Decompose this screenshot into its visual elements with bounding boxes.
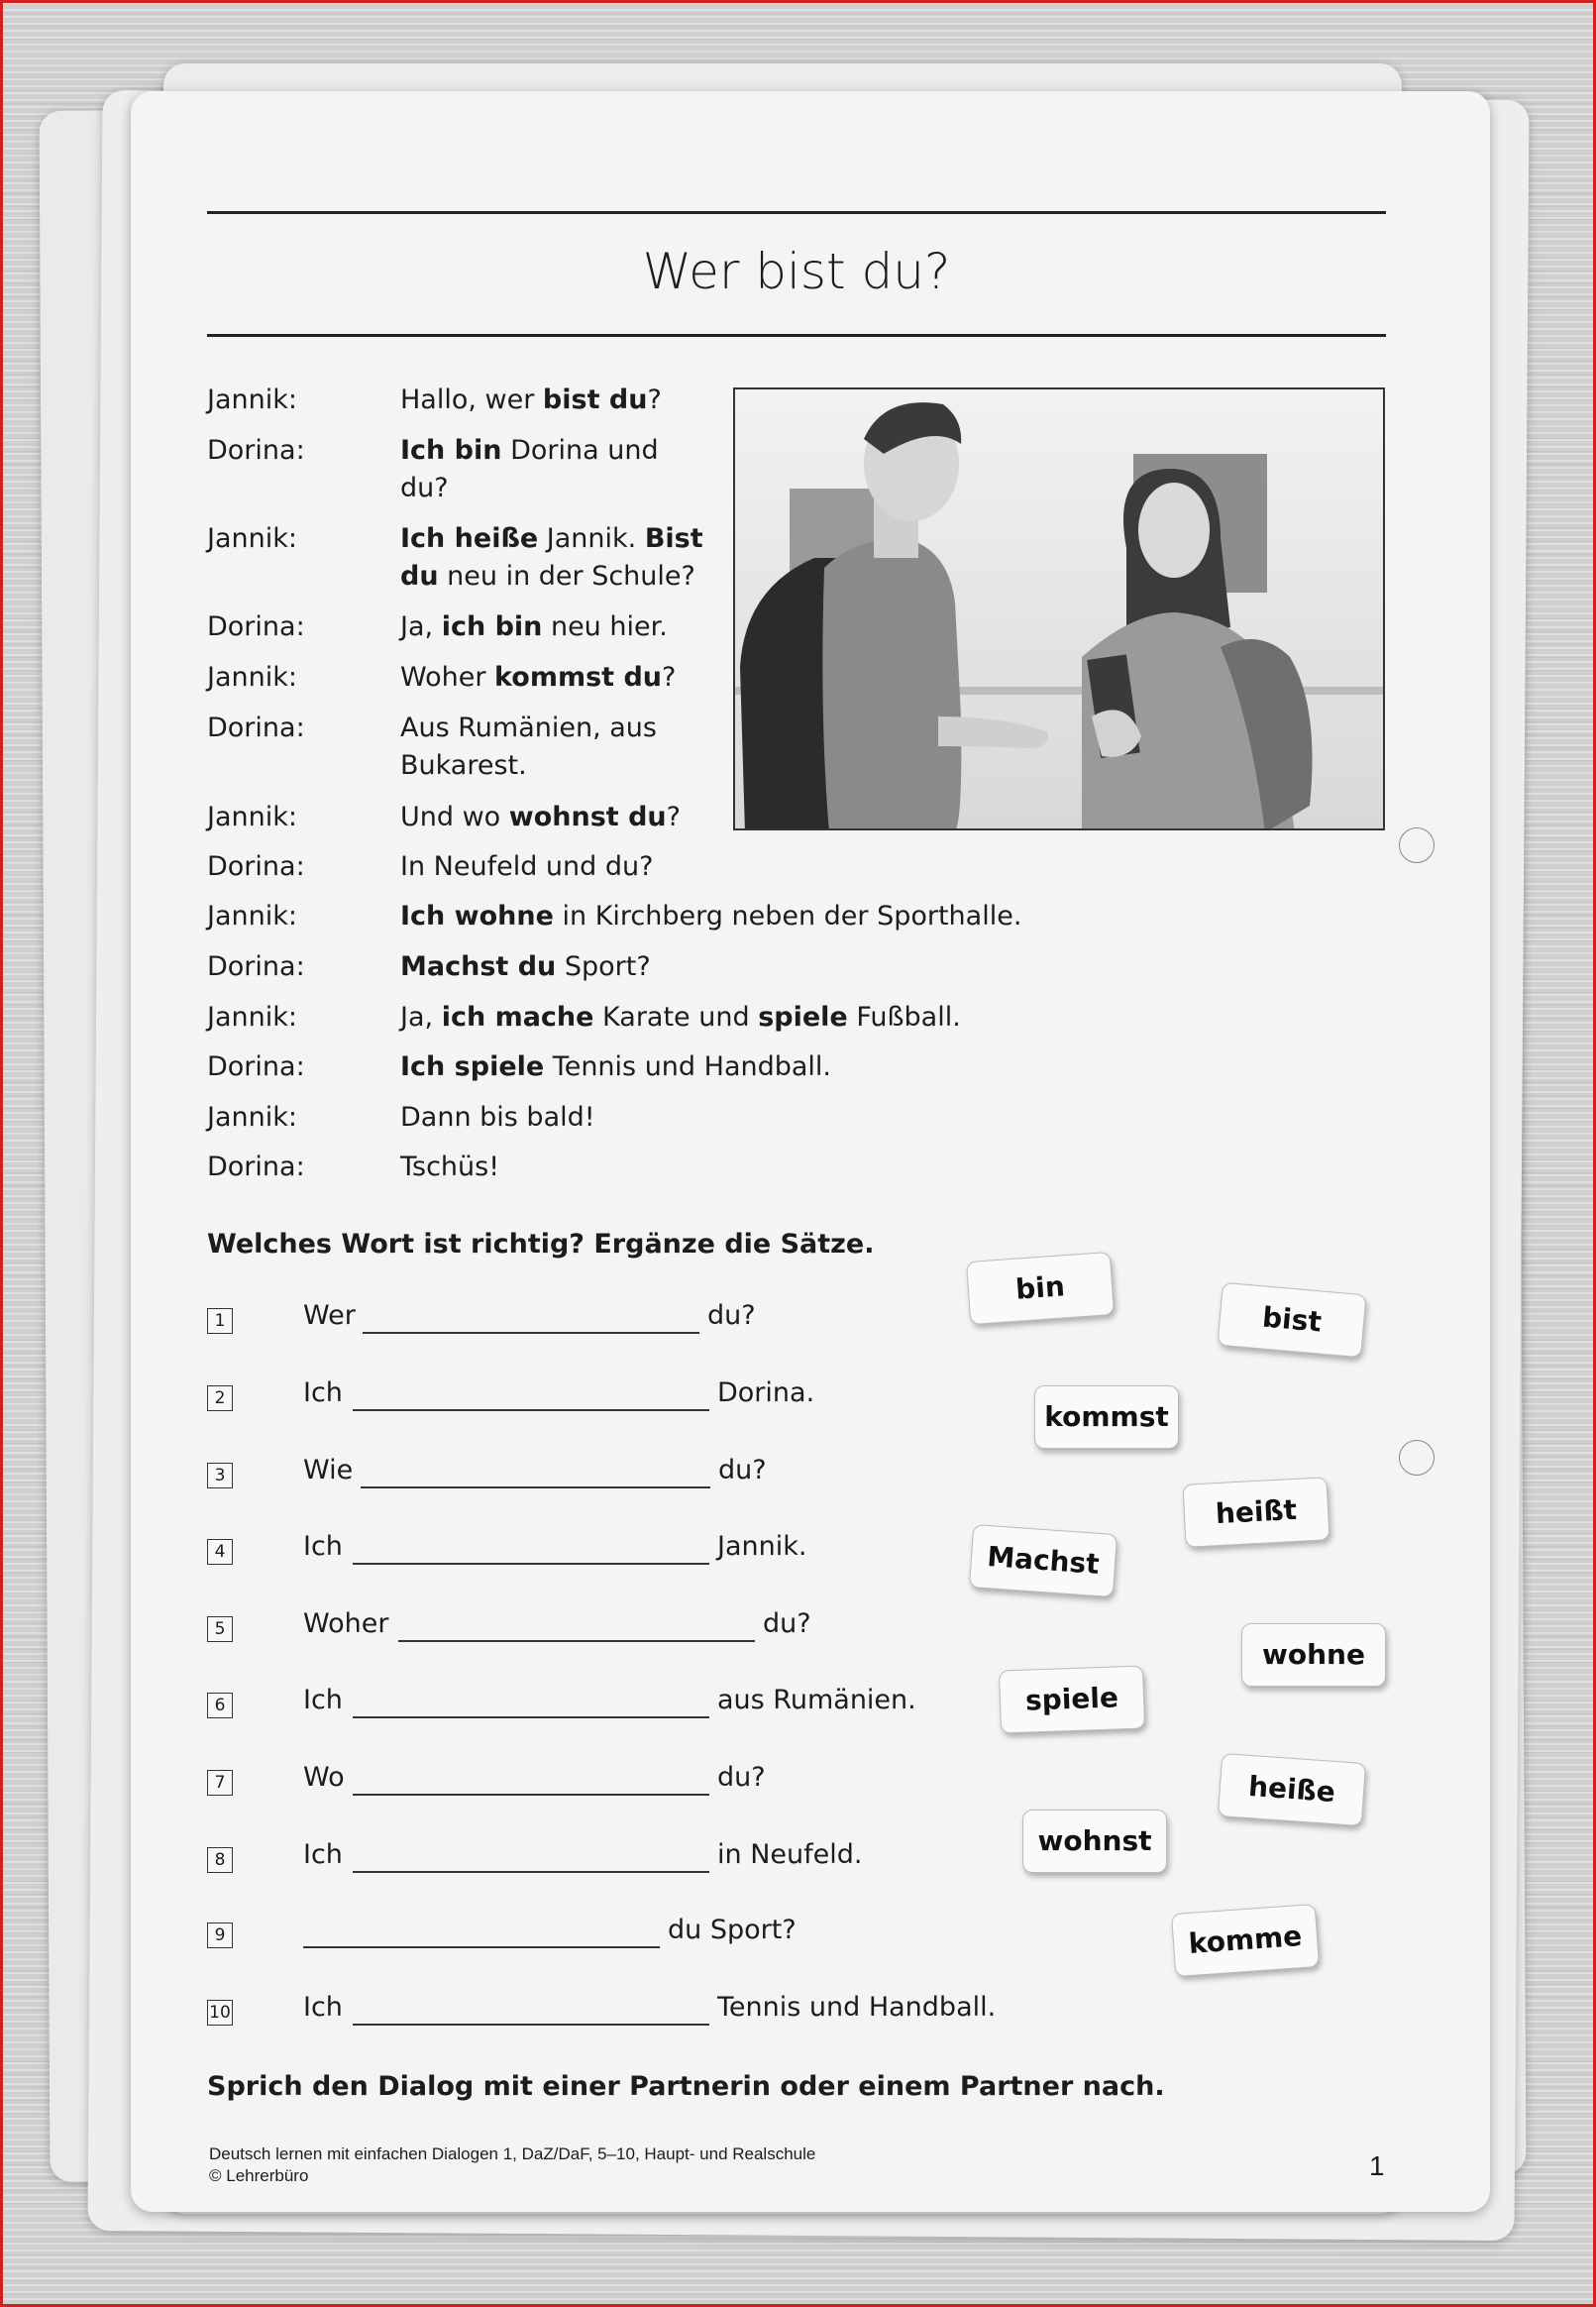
dialog-speaker: Dorina: [207, 1051, 305, 1082]
dialog-emphasis: Ich heiße [400, 523, 539, 554]
dialog-segment: ? [647, 384, 662, 415]
sentence-start: Ich [303, 1992, 343, 2023]
dialog-segment: Tschüs! [400, 1152, 500, 1182]
dialog-speaker: Jannik: [207, 1102, 297, 1133]
dialog-speaker: Jannik: [207, 1002, 297, 1033]
exercise-number: 4 [207, 1539, 233, 1565]
exercise-number: 10 [207, 2000, 233, 2026]
dialog-segment: Ja, [400, 1002, 442, 1033]
sentence-end: du Sport? [668, 1915, 797, 1945]
dialog-photo [733, 387, 1385, 830]
dialog-emphasis: bist du [542, 384, 648, 415]
dialog-text-line [400, 898, 1021, 935]
dialog-segment: Woher [400, 662, 495, 693]
dialog-text-line [400, 999, 961, 1037]
dialog-segment: Karate und [593, 1002, 759, 1033]
dialog-text [400, 999, 961, 1037]
dialog-emphasis: wohnst du [508, 802, 667, 832]
dialog-segment: Und wo [400, 802, 509, 832]
dialog-speaker: Jannik: [207, 384, 297, 415]
dialog-text [400, 1149, 499, 1186]
dialog-segment: Bukarest. [400, 750, 527, 781]
word-card[interactable]: bist [1217, 1282, 1366, 1358]
dialog-segment: ? [666, 802, 681, 832]
dialog-speaker: Dorina: [207, 611, 305, 642]
exercise-number: 2 [207, 1385, 233, 1411]
dialog-text [400, 520, 703, 596]
exercise-number: 6 [207, 1693, 233, 1718]
dialog-speaker: Dorina: [207, 1152, 305, 1182]
sentence-end: Jannik. [717, 1531, 807, 1562]
answer-blank[interactable] [361, 1486, 710, 1488]
exercise-number: 7 [207, 1770, 233, 1796]
dialog-text-line [400, 1149, 499, 1186]
dialog-text [400, 710, 657, 785]
sentence-end: du? [718, 1455, 767, 1485]
exercise-number: 1 [207, 1308, 233, 1334]
dialog-text-line [400, 1048, 831, 1086]
dialog-segment: Aus Rumänien, aus [400, 713, 657, 743]
dialog-text-line [400, 659, 676, 697]
dialog-speaker: Jannik: [207, 523, 297, 554]
dialog-text-line [400, 848, 653, 886]
dialog-segment: neu hier. [542, 611, 668, 642]
dialog-speaker: Dorina: [207, 435, 305, 466]
answer-blank[interactable] [353, 1409, 709, 1411]
exercise-heading: Welches Wort ist richtig? Ergänze die Sätze. [207, 1229, 875, 1260]
word-card[interactable]: Machst [969, 1524, 1117, 1597]
sentence-start: Ich [303, 1685, 343, 1715]
title-rule-top [207, 211, 1386, 214]
answer-blank[interactable] [363, 1332, 699, 1334]
word-card[interactable]: kommst [1034, 1385, 1179, 1449]
dialog-text-line [400, 470, 659, 507]
dialog-text [400, 1048, 831, 1086]
dialog-segment: In Neufeld und du? [400, 851, 654, 882]
dialog-segment: ? [662, 662, 677, 693]
word-card[interactable]: bin [966, 1252, 1115, 1325]
page-title: Wer bist du? [642, 243, 951, 300]
dialog-emphasis: kommst du [494, 662, 663, 693]
word-card[interactable]: komme [1171, 1904, 1320, 1977]
dialog-segment: Tennis und Handball. [544, 1051, 832, 1082]
dialog-text [400, 848, 653, 886]
exercise-number: 9 [207, 1922, 233, 1948]
dialog-text-line [400, 432, 659, 470]
dialog-text-line [400, 710, 657, 747]
dialog-text [400, 1099, 595, 1137]
sentence-start: Wo [303, 1762, 345, 1793]
punch-hole [1399, 827, 1435, 863]
sentence-end: aus Rumänien. [717, 1685, 916, 1715]
dialog-text-line [400, 558, 703, 596]
sentence-end: du? [763, 1608, 811, 1639]
dialog-text-line [400, 608, 668, 646]
answer-blank[interactable] [353, 2024, 709, 2026]
dialog-emphasis: Machst du [400, 951, 557, 982]
dialog-emphasis: du [400, 561, 439, 592]
answer-blank[interactable] [353, 1871, 709, 1873]
dialog-segment: Dann bis bald! [400, 1102, 595, 1133]
dialog-text [400, 382, 662, 419]
word-card[interactable]: wohne [1241, 1623, 1386, 1687]
page-number: 1 [1369, 2150, 1385, 2181]
word-card[interactable]: wohnst [1022, 1810, 1167, 1873]
sentence-start: Ich [303, 1531, 343, 1562]
dialog-segment: Hallo, wer [400, 384, 543, 415]
dialog-emphasis: Ich wohne [400, 901, 554, 932]
answer-blank[interactable] [353, 1794, 709, 1796]
dialog-segment: Dorina und [501, 435, 659, 466]
footer-book-title: Deutsch lernen mit einfachen Dialogen 1, DaZ/DaF, 5–10, Haupt- und Realschule [209, 2144, 816, 2163]
dialog-emphasis: spiele [758, 1002, 848, 1033]
exercise-number: 5 [207, 1616, 233, 1642]
dialog-text-line [400, 520, 703, 558]
dialog-text [400, 608, 668, 646]
dialog-speaker: Dorina: [207, 713, 305, 743]
sentence-start: Wie [303, 1455, 354, 1485]
dialog-speaker: Jannik: [207, 901, 297, 932]
dialog-text-line [400, 747, 657, 785]
word-card[interactable]: heiße [1218, 1753, 1366, 1826]
sentence-start: Ich [303, 1377, 343, 1408]
dialog-text [400, 799, 681, 836]
dialog-speaker: Dorina: [207, 951, 305, 982]
dialog-text [400, 659, 676, 697]
exercise-number: 8 [207, 1847, 233, 1873]
punch-hole [1399, 1440, 1435, 1476]
dialog-segment: Fußball. [847, 1002, 961, 1033]
footer [209, 2143, 815, 2187]
dialog-speaker: Dorina: [207, 851, 305, 882]
title-rule-bottom [207, 334, 1386, 337]
dialog-speaker: Jannik: [207, 802, 297, 832]
word-card[interactable]: spiele [999, 1665, 1145, 1733]
word-card[interactable]: heißt [1182, 1477, 1330, 1548]
dialog-segment: neu in der Schule? [438, 561, 695, 592]
sentence-end: Dorina. [717, 1377, 815, 1408]
sentence-end: du? [707, 1300, 756, 1331]
dialog-emphasis: ich bin [441, 611, 543, 642]
sentence-start: Wer [303, 1300, 356, 1331]
dialog-text-line [400, 382, 662, 419]
exercise-number: 3 [207, 1463, 233, 1488]
dialog-segment: Sport? [556, 951, 651, 982]
dialog-text-line [400, 948, 651, 986]
footer-publisher: © Lehrerbüro [209, 2166, 309, 2185]
answer-blank[interactable] [353, 1563, 709, 1565]
dialog-text [400, 432, 659, 507]
sentence-start: Ich [303, 1839, 343, 1870]
answer-blank[interactable] [353, 1716, 709, 1718]
dialog-segment: du? [400, 473, 449, 503]
dialog-emphasis: ich mache [441, 1002, 594, 1033]
dialog-text [400, 898, 1021, 935]
sentence-start: Woher [303, 1608, 389, 1639]
closing-instruction: Sprich den Dialog mit einer Partnerin oder einem Partner nach. [207, 2071, 1165, 2102]
dialog-segment: Ja, [400, 611, 442, 642]
sentence-end: du? [717, 1762, 766, 1793]
answer-blank[interactable] [398, 1640, 755, 1642]
dialog-text-line [400, 1099, 595, 1137]
answer-blank[interactable] [303, 1946, 660, 1948]
dialog-emphasis: Ich bin [400, 435, 502, 466]
dialog-text [400, 948, 651, 986]
dialog-emphasis: Ich spiele [400, 1051, 545, 1082]
dialog-segment: Jannik. [538, 523, 645, 554]
sentence-end: in Neufeld. [717, 1839, 863, 1870]
dialog-text-line [400, 799, 681, 836]
dialog-speaker: Jannik: [207, 662, 297, 693]
dialog-emphasis: Bist [644, 523, 703, 554]
sentence-end: Tennis und Handball. [717, 1992, 997, 2023]
dialog-segment: in Kirchberg neben der Sporthalle. [553, 901, 1022, 932]
